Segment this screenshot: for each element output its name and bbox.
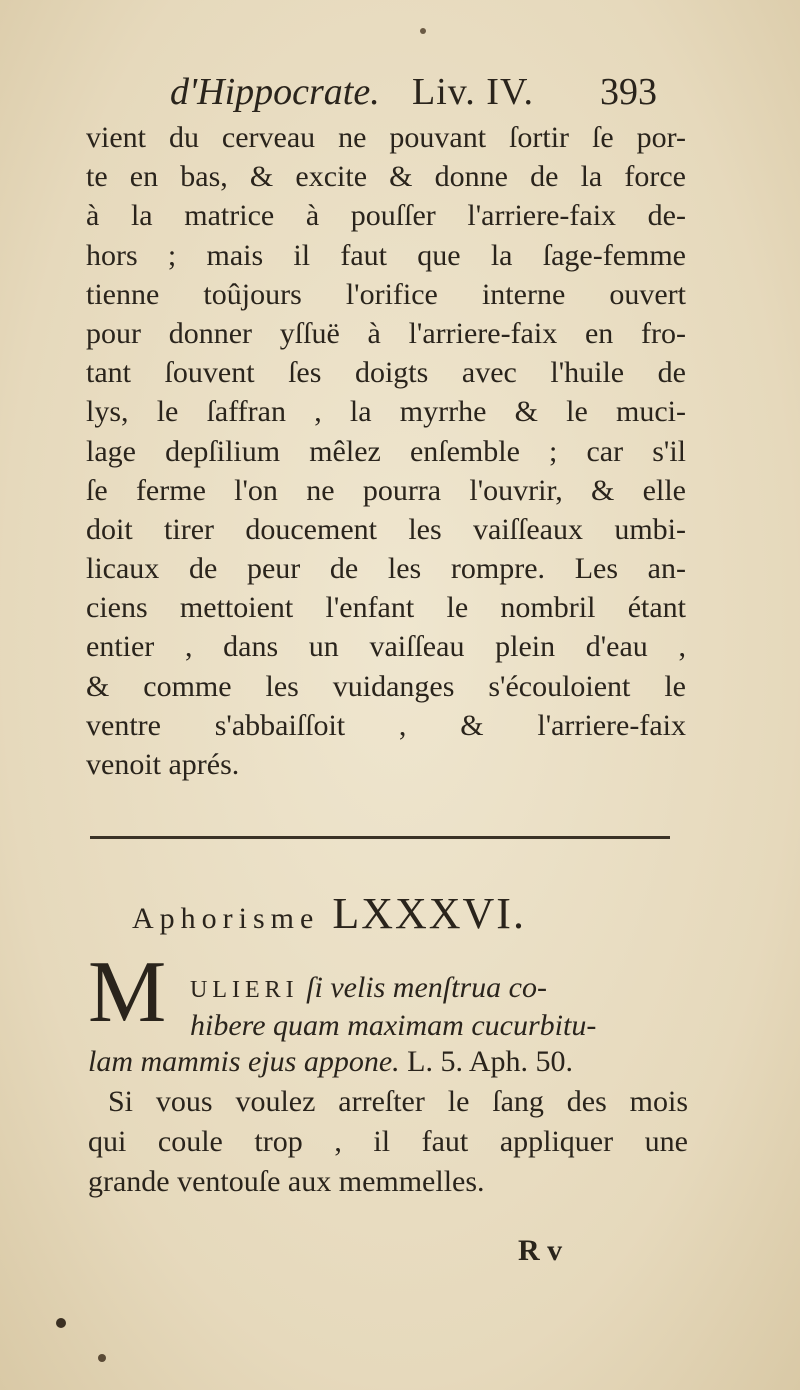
text-line: qui coule trop , il faut appliquer une (88, 1125, 688, 1158)
text-line: tienne toûjours l'orifice interne ouvert (86, 277, 686, 311)
drop-capital: M (88, 944, 167, 1041)
aphorism-reference: L. 5. Aph. 50. (407, 1045, 573, 1078)
text-line: ciens mettoient l'enfant le nombril étant (86, 591, 686, 625)
book-number: Liv. IV. (412, 71, 534, 113)
text-line: te en bas, & excite & donne de la force (86, 160, 686, 194)
text-line: venoit aprés. (86, 748, 240, 781)
aphorism-label: Aphorisme (132, 902, 320, 935)
text-line: grande ventouſe aux memmelles. (88, 1165, 485, 1198)
body-paragraph (86, 118, 686, 784)
section-divider (90, 836, 670, 839)
latin-italic: ſi velis menſtrua co- (306, 971, 547, 1004)
text-line: Si vous voulez arreſter le ſang des mois (108, 1085, 688, 1118)
text-line: à la matrice à pouſſer l'arriere-faix de- (86, 199, 686, 233)
text-line: pour donner yſſuë à l'arriere-faix en fro- (86, 316, 686, 350)
latin-line (190, 968, 690, 1010)
text-line: licaux de peur de les rompre. Les an- (86, 552, 686, 586)
ink-spot (98, 1354, 106, 1362)
latin-italic: lam mammis ejus appone. (88, 1045, 400, 1078)
text-line: lys, le ſaffran , la myrrhe & le muci- (86, 395, 686, 429)
aphorism-numeral: LXXXVI. (332, 889, 526, 938)
text-line: doit tirer doucement les vaiſſeaux umbi- (86, 512, 686, 546)
ink-spot (420, 28, 426, 34)
latin-caps: ULIERI (190, 977, 299, 1003)
catchword: R v (518, 1234, 563, 1267)
page-header (150, 70, 690, 120)
latin-line (88, 1042, 688, 1082)
aphorism-title (132, 888, 672, 939)
text-line: & comme les vuidanges s'écouloient le (86, 669, 686, 703)
text-line: hors ; mais il faut que la ſage-femme (86, 238, 686, 272)
french-translation (88, 1082, 688, 1202)
text-line: lage depſilium mêlez enſemble ; car s'il (86, 434, 686, 468)
latin-line: hibere quam maximam cucurbitu- (190, 1009, 597, 1042)
ink-spot (56, 1318, 66, 1328)
text-line: tant ſouvent ſes doigts avec l'huile de (86, 356, 686, 390)
text-line: entier , dans un vaiſſeau plein d'eau , (86, 630, 686, 664)
text-line: vient du cerveau ne pouvant ſortir ſe por- (86, 121, 686, 154)
text-line: ſe ferme l'on ne pourra l'ouvrir, & elle (86, 473, 686, 507)
page-number: 393 (600, 71, 657, 113)
text-line: ventre s'abbaiſſoit , & l'arriere-faix (86, 708, 686, 742)
running-title: d'Hippocrate. (170, 71, 380, 113)
